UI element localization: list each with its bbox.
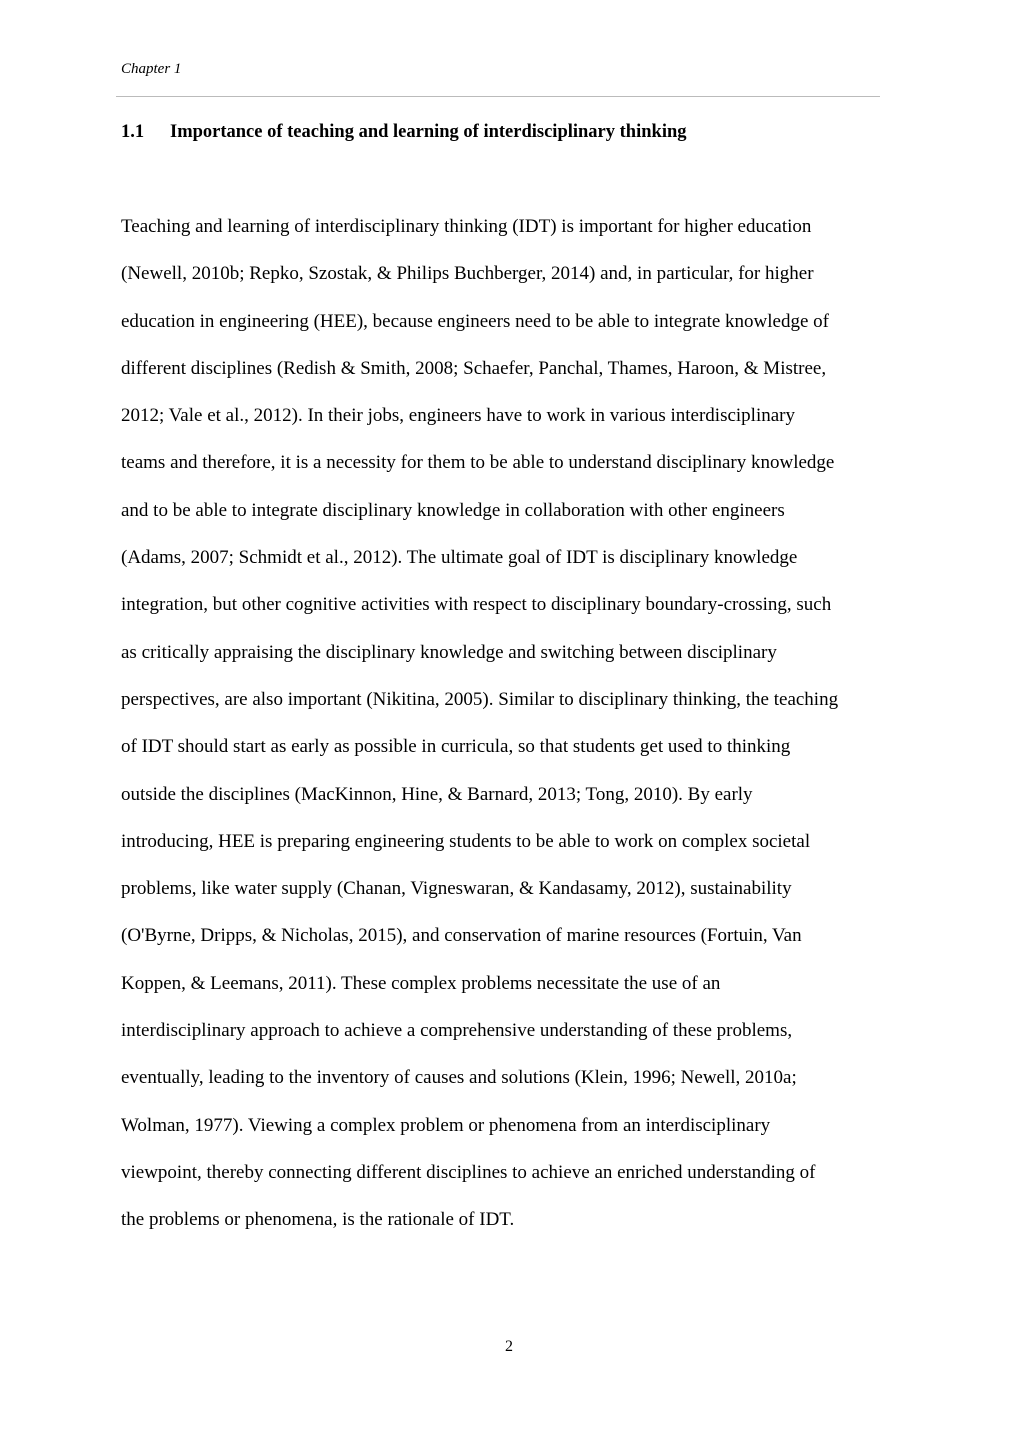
paragraph-line: Teaching and learning of interdisciplinary thinking (IDT) is important for higher education — [121, 216, 812, 237]
paragraph-line: of IDT should start as early as possible in curricula, so that students get used to thinking — [121, 736, 791, 758]
paragraph-line: perspectives, are also important (Nikitina, 2005). Similar to disciplinary thinking, the teaching — [121, 688, 839, 710]
paragraph-line: the problems or phenomena, is the rationale of IDT. — [121, 1209, 515, 1231]
header-rule — [116, 96, 880, 97]
running-head: Chapter 1 — [121, 61, 182, 77]
paragraph-line: (Newell, 2010b; Repko, Szostak, & Philips Buchberger, 2014) and, in particular, for higher — [121, 263, 814, 285]
paragraph-line: Wolman, 1977). Viewing a complex problem or phenomena from an interdisciplinary — [121, 1114, 771, 1136]
paragraph-line: integration, but other cognitive activities with respect to disciplinary boundary-crossing, such — [121, 594, 832, 616]
paragraph-line: viewpoint, thereby connecting different disciplines to achieve an enriched understanding of — [121, 1161, 816, 1183]
paragraph-line: as critically appraising the disciplinary knowledge and switching between disciplinary — [121, 641, 777, 663]
paragraph-line: outside the disciplines (MacKinnon, Hine, & Barnard, 2013; Tong, 2010). By early — [121, 783, 753, 805]
paragraph-line: Koppen, & Leemans, 2011). These complex problems necessitate the use of an — [121, 972, 721, 994]
section-title: Importance of teaching and learning of interdisciplinary thinking — [170, 122, 687, 142]
paragraph-line: interdisciplinary approach to achieve a comprehensive understanding of these problems, — [121, 1020, 793, 1042]
paragraph-line: different disciplines (Redish & Smith, 2008; Schaefer, Panchal, Thames, Haroon, & Mistree, — [121, 357, 827, 379]
paragraph-line: education in engineering (HEE), because engineers need to be able to integrate knowledge of — [121, 310, 829, 332]
page-number: 2 — [505, 1338, 513, 1355]
paragraph-line: eventually, leading to the inventory of causes and solutions (Klein, 1996; Newell, 2010a; — [121, 1067, 797, 1089]
paragraph-line: and to be able to integrate disciplinary knowledge in collaboration with other engineers — [121, 499, 785, 521]
paragraph-line: (Adams, 2007; Schmidt et al., 2012). The ultimate goal of IDT is disciplinary knowledge — [121, 547, 798, 569]
paragraph-line: (O'Byrne, Dripps, & Nicholas, 2015), and conservation of marine resources (Fortuin, Van — [121, 925, 802, 947]
paragraph-line: teams and therefore, it is a necessity for them to be able to understand disciplinary knowledge — [121, 452, 835, 474]
paragraph-line: problems, like water supply (Chanan, Vigneswaran, & Kandasamy, 2012), sustainability — [121, 878, 792, 900]
section-number: 1.1 — [121, 122, 145, 142]
body-paragraph — [121, 215, 901, 1256]
paragraph-line: 2012; Vale et al., 2012). In their jobs, engineers have to work in various interdisciplinary — [121, 405, 795, 427]
paragraph-line: introducing, HEE is preparing engineering students to be able to work on complex societal — [121, 830, 811, 852]
